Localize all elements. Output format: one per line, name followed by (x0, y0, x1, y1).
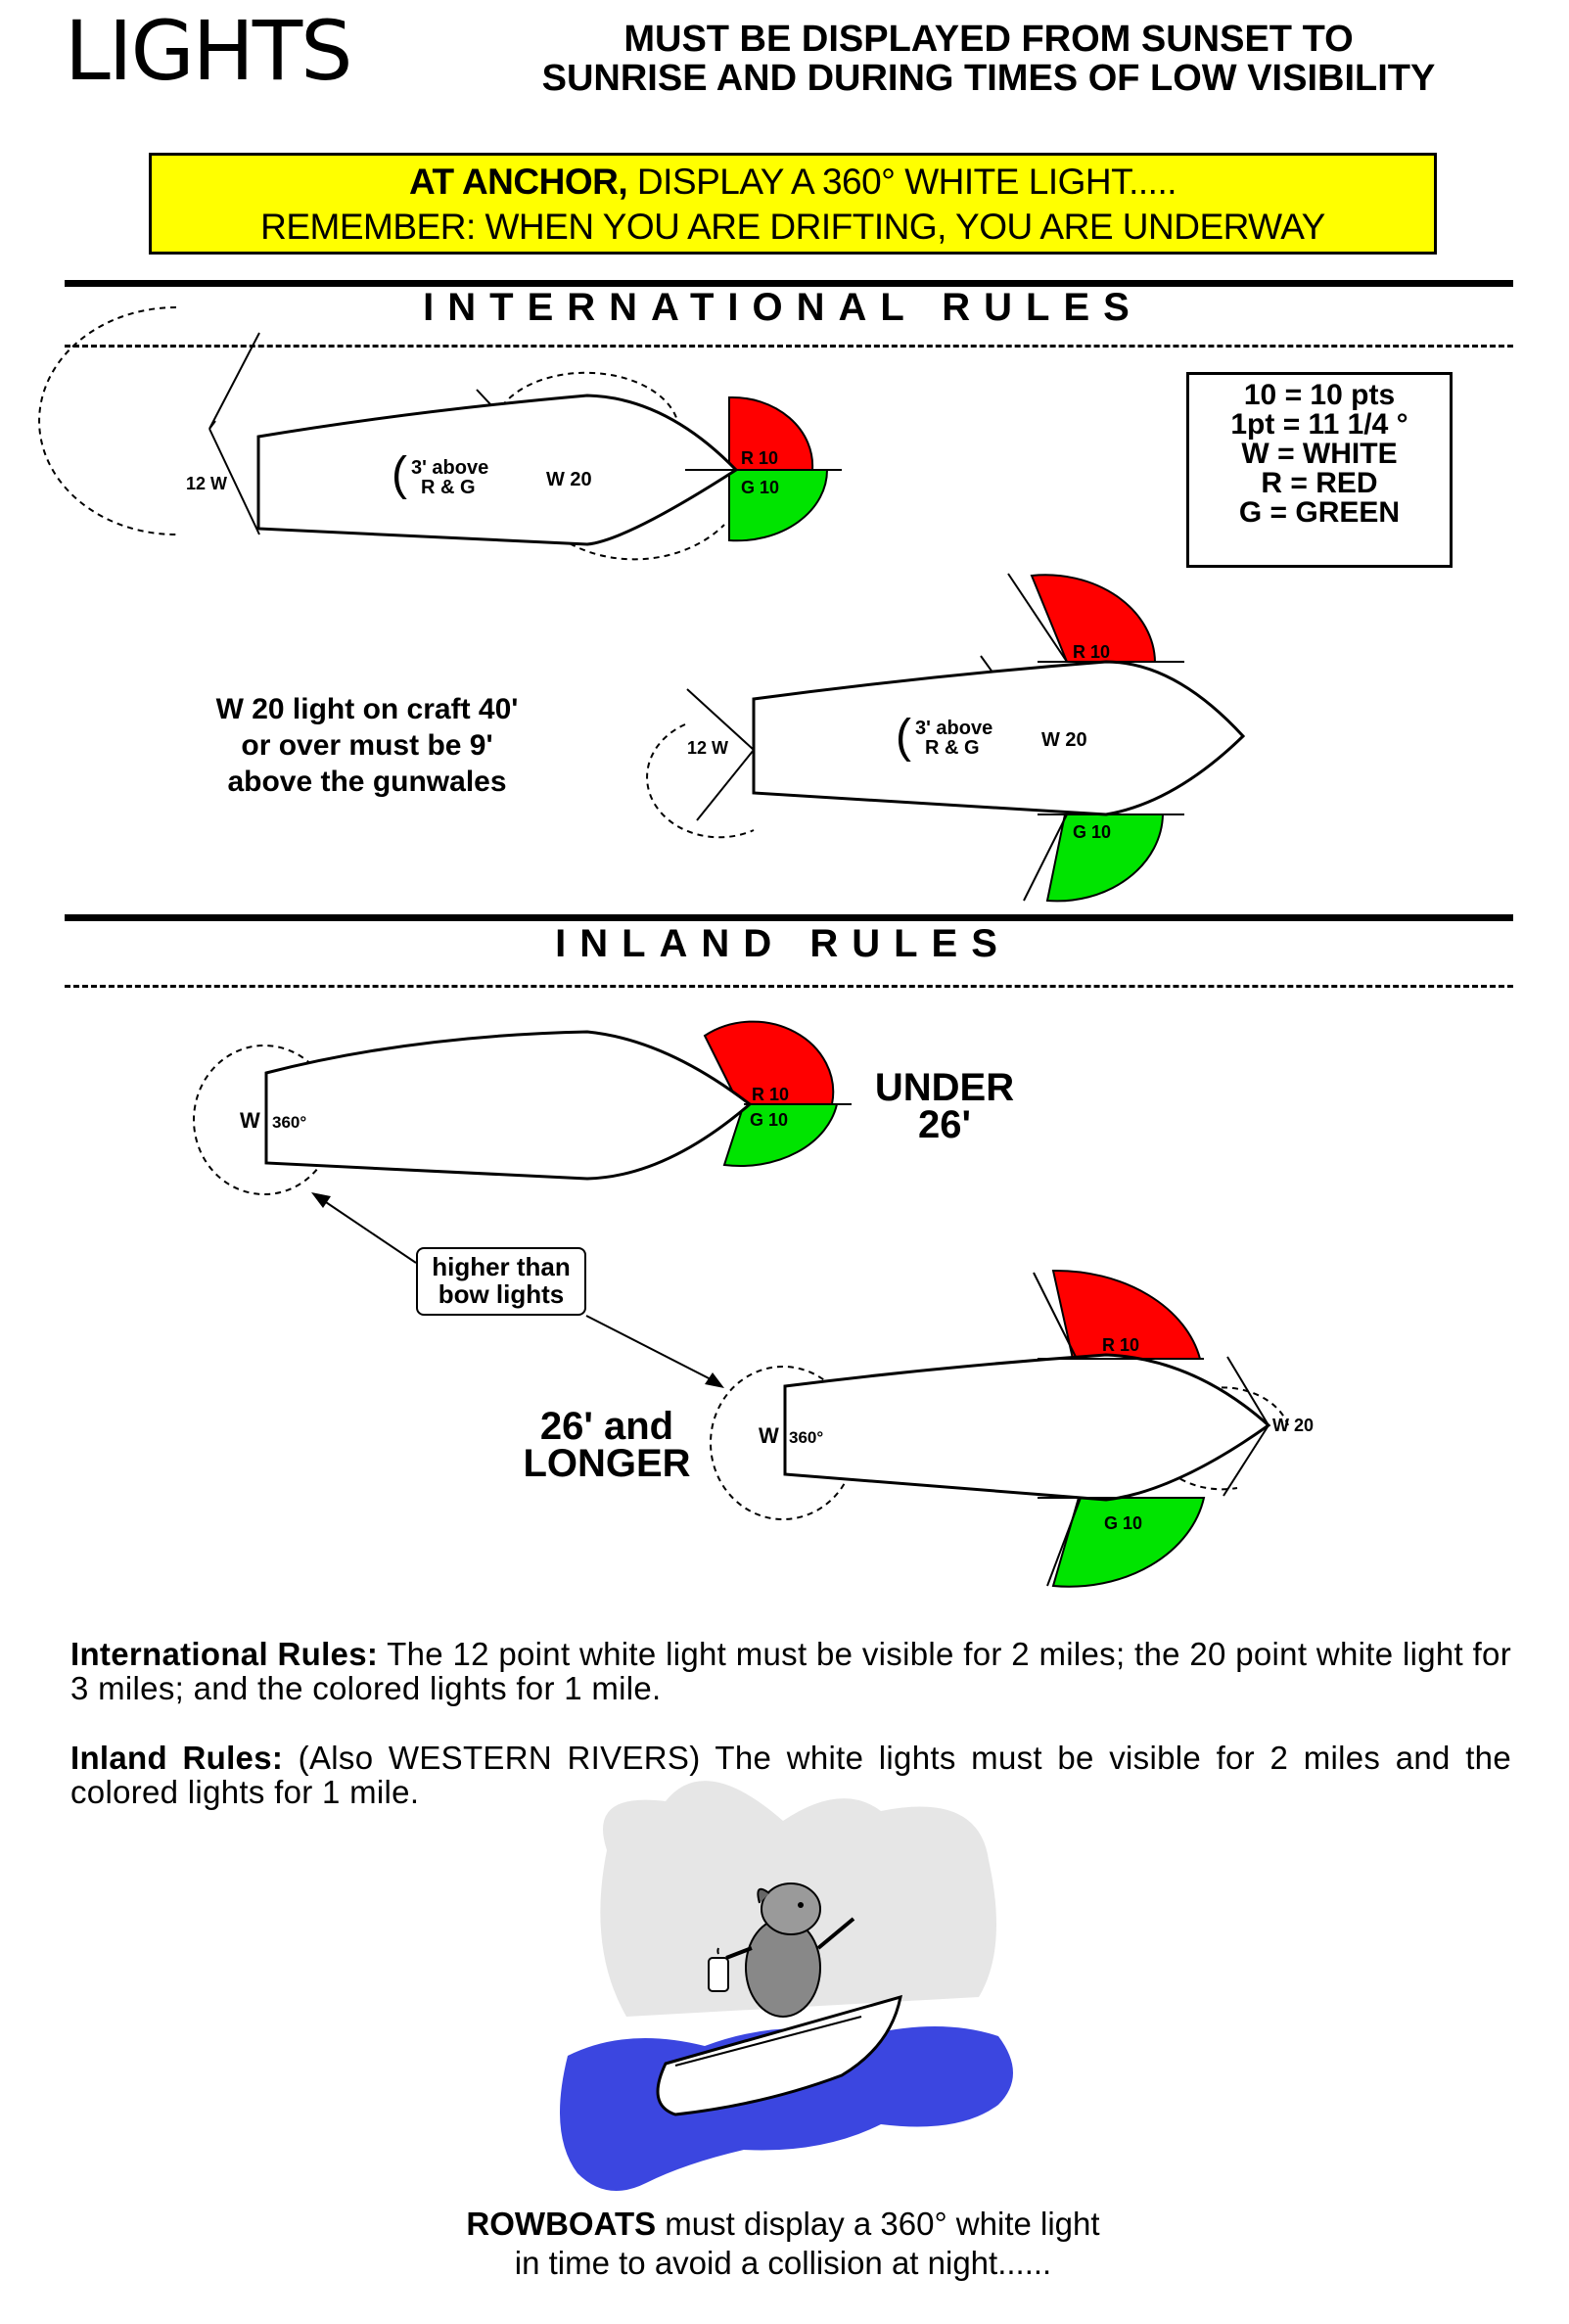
longer-label-line: 26' and (539, 1405, 674, 1448)
green-light-label: G 10 (1073, 822, 1112, 842)
inland-rules-text: (Also WESTERN RIVERS) The white lights must be visible for 2 miles and the colored lights for 1 mile. (70, 1740, 1511, 1810)
inland-rules-paragraph (70, 1741, 1511, 1809)
inland-heading: INLAND RULES (555, 922, 1011, 965)
anchor-line-1-rest: DISPLAY A 360° WHITE LIGHT..... (627, 162, 1177, 202)
intl-boat-1 (39, 307, 842, 559)
rowboat-illustration (560, 1781, 1013, 2191)
legend-item: 10 = 10 pts (1243, 379, 1396, 411)
rowboat-caption-rest: must display a 360° white light (656, 2206, 1100, 2242)
intl-boat-2 (647, 574, 1243, 901)
allround-light-label: W (240, 1108, 260, 1133)
lantern-handle (717, 1948, 718, 1954)
callout-line: higher than (432, 1252, 571, 1281)
inland-boat-2 (711, 1271, 1314, 1587)
legend-item: R = RED (1261, 467, 1378, 499)
height-note-bottom: R & G (925, 737, 980, 759)
lantern-icon (709, 1958, 728, 1991)
under-label-line: UNDER (874, 1066, 1015, 1109)
hull (258, 395, 736, 544)
stern-sector-line (209, 333, 259, 429)
allround-degrees-label: 360° (272, 1113, 307, 1132)
intl-rules-paragraph (70, 1637, 1511, 1705)
craft-note-line: above the gunwales (227, 766, 507, 798)
rowboat-caption-line-1 (294, 2205, 1272, 2244)
page-title: LIGHTS (65, 3, 351, 99)
subtitle-line-2: SUNRISE AND DURING TIMES OF LOW VISIBILITY (541, 58, 1436, 99)
rowboat-caption (294, 2205, 1272, 2283)
masthead-light-label: W 20 (1041, 729, 1087, 751)
anchor-line-2: REMEMBER: WHEN YOU ARE DRIFTING, YOU ARE UNDERWAY (260, 207, 1325, 247)
red-light-label: R 10 (1073, 642, 1111, 662)
legend-item: 1pt = 11 1/4 ° (1230, 408, 1408, 441)
rowboat-bold: ROWBOATS (466, 2206, 657, 2242)
inland-boat-1 (194, 1022, 852, 1194)
intl-rules-text: The 12 point white light must be visible for 2 miles; the 20 point white light for 3 miles; and the colored lights for 1 mile. (70, 1636, 1511, 1706)
anchor-bold: AT ANCHOR, (408, 162, 628, 202)
bracket-glyph: ( (896, 711, 911, 763)
longer-label-line: LONGER (523, 1442, 691, 1485)
green-light-label: G 10 (741, 478, 780, 497)
bracket-glyph: ( (392, 448, 407, 500)
stern-light-label: 12 W (687, 738, 729, 758)
callout-arrow-line (317, 1196, 416, 1263)
legend-item: G = GREEN (1238, 496, 1401, 529)
hull (266, 1032, 750, 1179)
rowboat-caption-line-2: in time to avoid a collision at night...... (514, 2245, 1052, 2281)
masthead-light-label: W 20 (546, 469, 592, 490)
intl-heading: INTERNATIONAL RULES (423, 286, 1143, 329)
dog-head (761, 1883, 820, 1934)
green-light-label: G 10 (1104, 1513, 1143, 1533)
callout-arrows (311, 1192, 724, 1388)
arrowhead-icon (705, 1372, 724, 1388)
hull (754, 662, 1243, 814)
height-note-top: 3' above (411, 457, 489, 479)
arrowhead-icon (311, 1192, 331, 1208)
dog-eye (798, 1902, 804, 1908)
hull (785, 1355, 1269, 1500)
subtitle-line-1: MUST BE DISPLAYED FROM SUNSET TO (623, 19, 1354, 60)
craft-note-line: W 20 light on craft 40' (215, 693, 519, 725)
masthead-light-label: W 20 (1272, 1416, 1315, 1435)
red-light-label: R 10 (1102, 1335, 1140, 1355)
height-note-top: 3' above (915, 718, 993, 739)
allround-light-label: W (759, 1423, 779, 1448)
red-light-label: R 10 (741, 448, 779, 468)
inland-rules-label: Inland Rules: (70, 1740, 284, 1776)
allround-degrees-label: 360° (789, 1428, 824, 1447)
stern-light-arc (39, 307, 176, 535)
intl-rules-label: International Rules: (70, 1636, 379, 1672)
legend-item: W = WHITE (1241, 438, 1398, 470)
green-light-label: G 10 (750, 1110, 789, 1130)
callout-line: bow lights (438, 1279, 565, 1309)
under-label-line: 26' (917, 1103, 971, 1146)
stern-light-label: 12 W (186, 474, 228, 493)
callout-arrow-line (586, 1316, 716, 1382)
height-note-bottom: R & G (421, 477, 476, 498)
red-light-label: R 10 (752, 1085, 790, 1104)
craft-note-line: or over must be 9' (241, 729, 493, 762)
